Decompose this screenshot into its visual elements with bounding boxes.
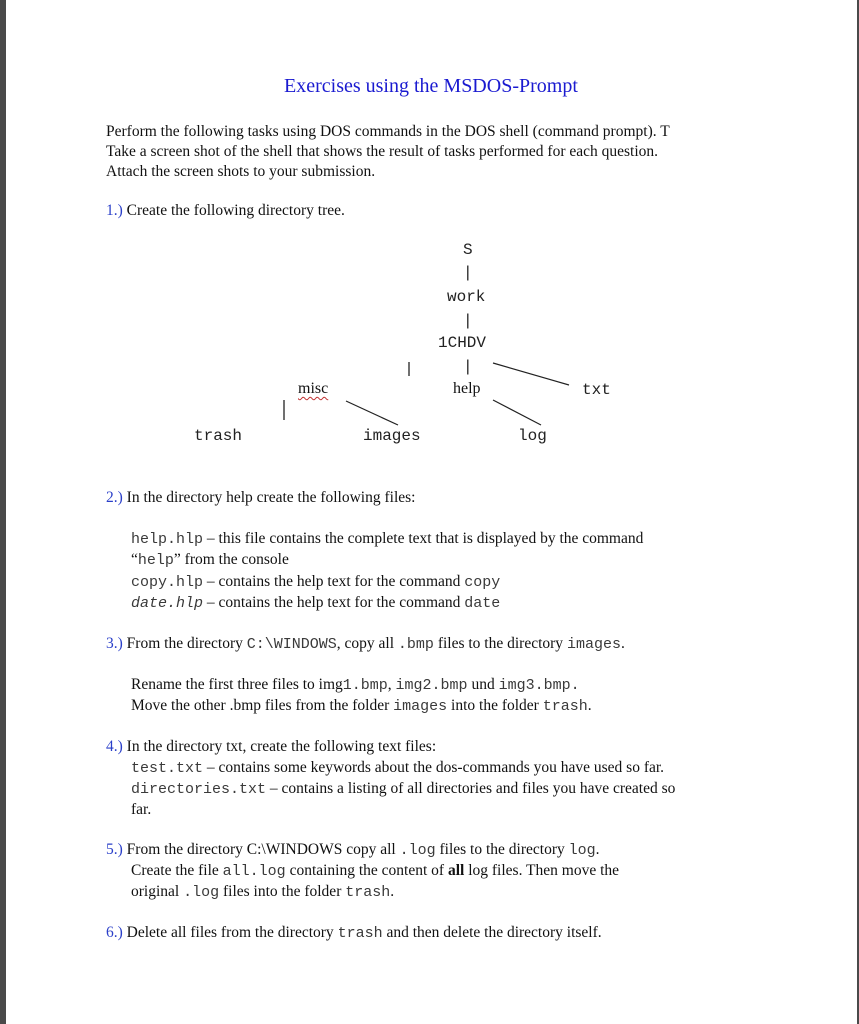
q3-rename-text: Rename the first three files to img — [131, 676, 343, 693]
question-6-number: 6.) — [106, 924, 123, 941]
q5-line-2 — [131, 861, 619, 882]
q4-file-1-code: test.txt — [131, 760, 204, 777]
q5-text-3: . — [595, 841, 600, 858]
question-5 — [106, 840, 600, 861]
tree-node-images: images — [363, 427, 421, 445]
q4-file-2-cont: far. — [131, 801, 152, 818]
q3-text-3: files to the directory — [433, 635, 567, 652]
q4-file-2 — [131, 779, 675, 800]
q2-file-3-cmd: date — [464, 595, 501, 612]
q5-l3-text-3: . — [390, 883, 395, 900]
q3-move-images: images — [393, 698, 448, 715]
q2-file-3-code: date.hlp — [131, 595, 204, 612]
tree-line-txt — [493, 363, 569, 385]
question-2-number: 2.) — [106, 489, 123, 506]
q3-move-text-1: Move the other .bmp files from the folder — [131, 697, 394, 714]
q5-l2-text-3: log files. Then move the — [464, 862, 620, 879]
document-page — [6, 0, 857, 1024]
tree-node-help: help — [453, 380, 481, 397]
q5-text-1: From the directory C:\WINDOWS copy all — [122, 841, 400, 858]
question-4 — [106, 737, 436, 757]
tree-node-misc: misc — [298, 380, 329, 397]
q4-file-2-text: – contains a listing of all directories and files you have created so — [266, 780, 676, 797]
q2-file-3 — [131, 593, 500, 614]
question-1-text: Create the following directory tree. — [122, 202, 345, 219]
q6-text-2: and then delete the directory itself. — [382, 924, 602, 941]
tree-line-images — [346, 401, 398, 425]
q3-text-2: , copy all — [336, 635, 398, 652]
q5-line-3 — [131, 882, 394, 903]
q3-move-text-2: into the folder — [447, 697, 543, 714]
tree-node-work: work — [447, 288, 486, 306]
q2-file-2 — [131, 572, 500, 593]
question-5-number: 5.) — [106, 841, 123, 858]
q3-code-images: images — [566, 636, 621, 653]
q3-sep: , — [387, 676, 396, 693]
q3-img3: img3.bmp. — [498, 677, 580, 694]
tree-connector-1: | — [463, 264, 473, 282]
q2-help-cmd: help — [137, 552, 174, 569]
question-4-text: In the directory txt, create the following text files: — [122, 738, 437, 755]
q5-l3-text-2: files into the folder — [219, 883, 346, 900]
question-1-number: 1.) — [106, 202, 123, 219]
q6-text-1: Delete all files from the directory — [122, 924, 338, 941]
q2-file-1-cont — [131, 550, 289, 571]
q2-quote-open: “ — [131, 551, 138, 568]
tree-connector-2: | — [463, 312, 473, 330]
q5-l3-trash: trash — [345, 884, 391, 901]
q5-l2-text-1: Create the file — [131, 862, 223, 879]
q6-code-trash: trash — [337, 925, 383, 942]
tree-node-trash: trash — [194, 427, 243, 445]
q5-l3-text-1: original — [131, 883, 184, 900]
question-1 — [106, 201, 345, 221]
tree-line-log — [493, 400, 541, 425]
question-2-text: In the directory help create the following files: — [122, 489, 416, 506]
tree-node-1chdv: 1CHDV — [438, 334, 487, 352]
q2-file-3-text: – contains the help text for the command — [203, 594, 465, 611]
q5-text-2: files to the directory — [435, 841, 569, 858]
q3-code-windows: C:\WINDOWS — [246, 636, 337, 653]
q2-file-2-cmd: copy — [464, 574, 501, 591]
q5-l3-log: .log — [183, 884, 220, 901]
q3-move-text-3: . — [587, 697, 592, 714]
q3-text-4: . — [620, 635, 625, 652]
page-title: Exercises using the MSDOS-Prompt — [284, 75, 578, 97]
intro-line-3: Attach the screen shots to your submission. — [106, 163, 376, 180]
question-6 — [106, 923, 602, 944]
q3-move-trash: trash — [542, 698, 588, 715]
q4-file-1-text: – contains some keywords about the dos-commands you have used so far. — [203, 759, 665, 776]
tree-node-s: S — [463, 241, 473, 259]
question-3-number: 3.) — [106, 635, 123, 652]
question-3 — [106, 634, 625, 655]
q5-code-log: .log — [399, 842, 436, 859]
q2-file-2-text: – contains the help text for the command — [203, 573, 465, 590]
q4-file-2-code: directories.txt — [131, 781, 267, 798]
q3-rename-line — [131, 675, 580, 696]
q5-all-log: all.log — [222, 863, 286, 880]
q2-file-1-text: – this file contains the complete text that is displayed by the command — [203, 530, 644, 547]
q3-code-bmp: .bmp — [397, 636, 434, 653]
tree-connector-3: | — [463, 358, 473, 376]
question-4-number: 4.) — [106, 738, 123, 755]
question-2 — [106, 488, 415, 508]
q2-file-1-cont-text: ” from the console — [173, 551, 289, 568]
q3-text-1: From the directory — [122, 635, 247, 652]
q3-und: und — [467, 676, 499, 693]
q5-l2-bold: all — [447, 862, 465, 879]
q4-file-1 — [131, 758, 664, 779]
q5-code-log-dir: log — [568, 842, 596, 859]
intro-line-2: Take a screen shot of the shell that shows the result of tasks performed for each question. — [106, 143, 659, 160]
q2-file-1-code: help.hlp — [131, 531, 204, 548]
q2-file-2-code: copy.hlp — [131, 574, 204, 591]
q3-img2: img2.bmp — [395, 677, 468, 694]
intro-line-1: Perform the following tasks using DOS commands in the DOS shell (command prompt). T — [106, 123, 670, 140]
tree-node-log: log — [518, 427, 547, 445]
tree-node-txt: txt — [582, 381, 611, 399]
q3-move-line — [131, 696, 592, 717]
q2-file-1 — [131, 529, 643, 550]
q5-l2-text-2: containing the content of — [285, 862, 448, 879]
q3-img1: 1.bmp — [342, 677, 388, 694]
